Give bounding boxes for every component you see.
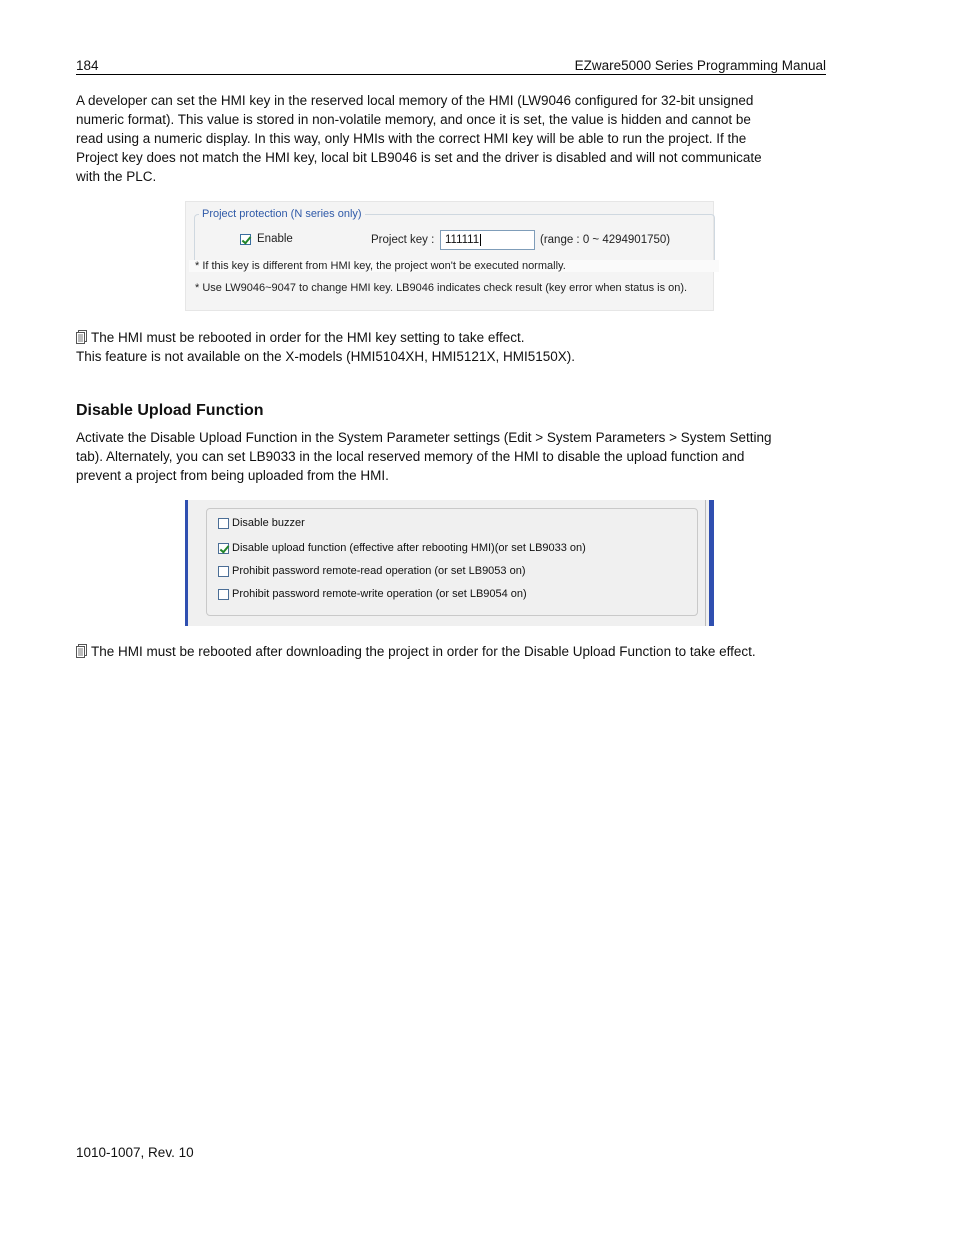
reboot-upload-text: The HMI must be rebooted after downloading the project in order for the Disable Upload Function to take effect. xyxy=(91,644,756,659)
page-number: 184 xyxy=(76,58,99,73)
text-cursor xyxy=(480,234,481,246)
header-rule xyxy=(76,74,826,75)
section-heading: Disable Upload Function xyxy=(76,402,264,419)
option-label: Disable buzzer xyxy=(232,517,305,529)
enable-checkbox[interactable] xyxy=(240,234,251,245)
option-prohibit-remote-write[interactable] xyxy=(218,588,527,600)
intro-line: Project key does not match the HMI key, local bit LB9046 is set and the driver is disabled and will not communicate xyxy=(76,150,762,165)
project-key-input[interactable] xyxy=(440,230,535,250)
section-paragraph xyxy=(76,428,816,485)
prohibit-remote-read-checkbox[interactable] xyxy=(218,566,229,577)
option-prohibit-remote-read[interactable] xyxy=(218,565,526,577)
intro-line: A developer can set the HMI key in the reserved local memory of the HMI (LW9046 configured for 32-bit unsigned xyxy=(76,93,754,108)
window-right-border xyxy=(709,500,714,626)
prohibit-remote-write-checkbox[interactable] xyxy=(218,589,229,600)
option-disable-buzzer[interactable] xyxy=(218,517,305,529)
reboot-key-text: The HMI must be rebooted in order for the HMI key setting to take effect. xyxy=(91,330,525,345)
intro-line: read using a numeric display. In this way, only HMIs with the correct HMI key will be able to run the project. If the xyxy=(76,131,747,146)
option-disable-upload[interactable] xyxy=(218,542,586,554)
key-change-note: * Use LW9046~9047 to change HMI key. LB9046 indicates check result (key error when status is on). xyxy=(195,282,688,294)
note-icon xyxy=(76,330,87,344)
window-right-divider xyxy=(705,500,706,626)
key-mismatch-note: * If this key is different from HMI key, the project won't be executed normally. xyxy=(189,260,719,272)
enable-checkbox-row[interactable] xyxy=(240,233,293,245)
reboot-upload-note xyxy=(76,642,836,661)
disable-upload-checkbox[interactable] xyxy=(218,543,229,554)
intro-line: with the PLC. xyxy=(76,169,157,184)
system-setting-screenshot xyxy=(185,500,714,626)
intro-line: numeric format). This value is stored in non-volatile memory, and once it is set, the value is hidden and cannot be xyxy=(76,112,751,127)
section-line: tab). Alternately, you can set LB9033 in the local reserved memory of the HMI to disable the upload function and xyxy=(76,449,745,464)
reboot-key-note xyxy=(76,328,816,347)
project-protection-group-title: Project protection (N series only) xyxy=(199,208,365,220)
disable-buzzer-checkbox[interactable] xyxy=(218,518,229,529)
manual-title: EZware5000 Series Programming Manual xyxy=(574,58,826,73)
not-available-note: This feature is not available on the X-models (HMI5104XH, HMI5121X, HMI5150X). xyxy=(76,349,575,364)
footer-doc-number: 1010-1007, Rev. 10 xyxy=(76,1145,194,1160)
project-protection-screenshot xyxy=(185,201,714,311)
note-icon xyxy=(76,644,87,658)
enable-label: Enable xyxy=(257,233,293,245)
window-left-border xyxy=(185,500,188,626)
section-line: Activate the Disable Upload Function in the System Parameter settings (Edit > System Parameters > System Setting xyxy=(76,430,772,445)
section-line: prevent a project from being uploaded from the HMI. xyxy=(76,468,389,483)
option-label: Prohibit password remote-write operation (or set LB9054 on) xyxy=(232,588,527,600)
option-label: Prohibit password remote-read operation (or set LB9053 on) xyxy=(232,565,526,577)
project-key-label: Project key : xyxy=(371,234,435,246)
project-key-range: (range : 0 ~ 4294901750) xyxy=(540,234,671,246)
intro-paragraph xyxy=(76,91,816,186)
option-label: Disable upload function (effective after rebooting HMI)(or set LB9033 on) xyxy=(232,542,586,554)
project-key-value: 111111 xyxy=(445,234,480,246)
